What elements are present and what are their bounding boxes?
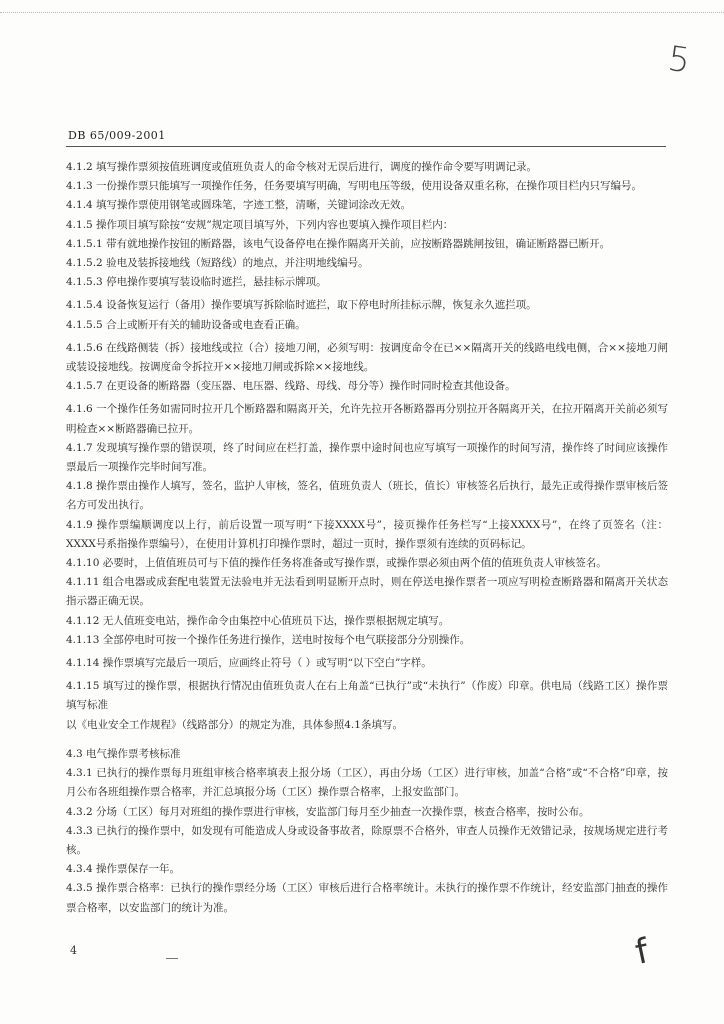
paragraph: 4.3.3 已执行的操作票中，如发现有可能造成人身或设备事故者，除原票不合格外，审查人员操作无效错记录，按规场规定进行考核。 (66, 824, 668, 856)
paragraph: 4.1.12 无人值班变电站，操作命令由集控中心值班员下达，操作票根据规定填写。 (66, 614, 450, 627)
paragraph: 4.1.15 填写过的操作票，根据执行情况由值班负责人在右上角盖“已执行”或“未执行”（作废）印章。供电局（线路工区）操作票填写标准 (66, 680, 668, 712)
paragraph: 4.1.5 操作项目填写除按“安规”规定项目填写外，下列内容也要填入操作项目栏内： (66, 218, 454, 231)
handwritten-signature: f (631, 931, 653, 973)
paragraph: 4.3.2 分场（工区）每月对班组的操作票进行审核，安监部门每月至少抽查一次操作票，核查合格率，按时公布。 (66, 805, 590, 818)
footer-dash (166, 958, 178, 959)
header-divider (66, 146, 666, 147)
paragraph: 4.1.5.3 停电操作要填写装设临时遮拦，悬挂标示牌项。 (66, 276, 327, 289)
paragraph: 4.1.3 一份操作票只能填写一项操作任务，任务要填写明确，写明电压等级，使用设备双重名称，在操作项目栏内只写编号。 (66, 180, 643, 193)
paragraph: 4.3.4 操作票保存一年。 (66, 863, 181, 876)
paragraph: 以《电业安全工作规程》（线路部分）的规定为准，具体参照4.1条填写。 (66, 718, 403, 731)
paragraph: 4.3.1 已执行的操作票每月班组审核合格率填表上报分场（工区），再由分场（工区）进行审核，加盖“合格”或“不合格”印章，按月公布各班组操作票合格率，并汇总填报分场（工区）操作票合格率，上报安监部门。 (66, 767, 668, 799)
section-heading: 4.3 电气操作票考核标准 (66, 747, 181, 760)
paragraph: 4.1.5.6 在线路侧装（拆）接地线或拉（合）接地刀闸，必须写明：按调度命令在已××隔离开关的线路电线电侧，合××接地刀闸或装设接地线。按调度命令拆拉开××接地刀闸或拆除××接地线。 (66, 341, 668, 374)
handwritten-mark: 5 (665, 38, 693, 82)
scan-edge (0, 0, 724, 13)
paragraph: 4.1.10 必要时，上值值班员可与下值的操作任务将准备或写操作票，或操作票必须由两个值的值班负责人审核签名。 (66, 557, 607, 570)
paragraph: 4.1.5.2 验电及装拆接地线（短路线）的地点，并注明地线编号。 (66, 257, 369, 270)
page-number: 4 (70, 944, 77, 957)
paragraph: 4.3.5 操作票合格率：已执行的操作票经分场（工区）审核后进行合格率统计。未执行的操作票不作统计，经安监部门抽查的操作票合格率，以安监部门的统计为准。 (66, 882, 668, 914)
paragraph: 4.1.11 组合电器或成套配电装置无法验电并无法看到明显断开点时，则在停送电操作票者一项应写明检查断路器和隔离开关状态指示器正确无误。 (66, 576, 668, 608)
paragraph: 4.1.14 操作票填写完最后一项后，应画终止符号（ ）或写明“以下空白”字样。 (66, 657, 432, 670)
paragraph: 4.1.9 操作票编顺调度以上行，前后设置一项写明“下接XXXX号”，接页操作任务栏写“上接XXXX号”，在终了页签名（注：XXXX号系指操作票编号），在使用计算机打印操作票时，超过一页时，操作票须有连续的页码标记。 (66, 518, 668, 550)
paragraph: 4.1.7 发现填写操作票的错误项，终了时间应在栏打盖，操作票中途时间也应写填写一项操作的时间写清，操作终了时间应该操作票最后一项操作完毕时间写准。 (66, 441, 668, 474)
paragraph: 4.1.8 操作票由操作人填写，签名，监护人审核，签名，值班负责人（班长，值长）审核签名后执行，最先正或得操作票审核后签名方可发出执行。 (66, 480, 668, 512)
paragraph: 4.1.5.5 合上或断开有关的辅助设备或电查看正确。 (66, 318, 306, 331)
paragraph: 4.1.13 全部停电时可按一个操作任务进行操作，送电时按每个电气联接部分分别操作。 (66, 633, 471, 646)
document-body (66, 158, 668, 918)
paragraph: 4.1.5.1 带有就地操作按钮的断路器，该电气设备停电在操作隔离开关前，应按断路器跳闸按钮，确证断路器已断开。 (66, 237, 611, 250)
paragraph: 4.1.2 填写操作票须按值班调度或值班负责人的命令核对无误后进行，调度的操作命令要写明调记录。 (66, 161, 538, 173)
document-code: DB 65/009-2001 (68, 129, 166, 142)
paragraph: 4.1.6 一个操作任务如需同时拉开几个断路器和隔离开关，允许先拉开各断路器再分别拉开各隔离开关，在拉开隔离开关前必须写明检查××断路器确已拉开。 (66, 403, 668, 435)
paragraph: 4.1.5.4 设备恢复运行（备用）操作要填写拆除临时遮拦，取下停电时所挂标示牌，恢复永久遮拦项。 (66, 299, 537, 312)
paragraph: 4.1.4 填写操作票使用钢笔或圆珠笔，字迹工整，清晰，关键词涂改无效。 (66, 199, 412, 212)
paragraph: 4.1.5.7 在更设备的断路器（变压器、电压器、线路、母线、母分等）操作时同时检查其他设备。 (66, 380, 516, 393)
